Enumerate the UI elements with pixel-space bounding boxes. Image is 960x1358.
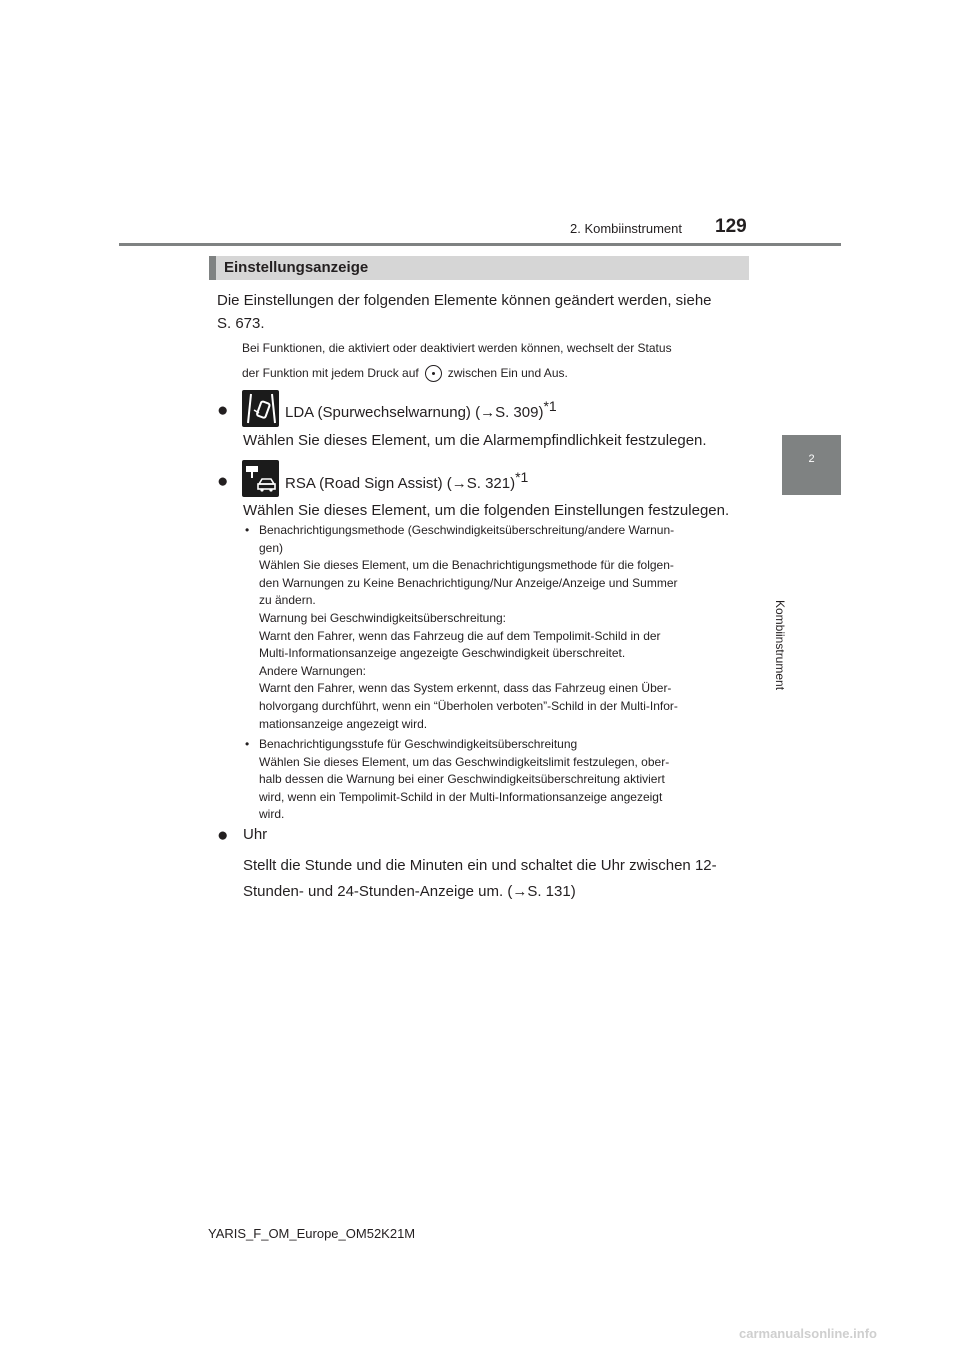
chapter-side-tab-number: 2 <box>808 453 815 465</box>
detail-line: Warnt den Fahrer, wenn das Fahrzeug die auf dem Tempolimit-Schild in der <box>259 628 661 643</box>
watermark: carmanualsonline.info <box>739 1326 877 1341</box>
detail-line: Andere Warnungen: <box>259 663 366 678</box>
list-bullet: ● <box>217 471 229 492</box>
description-line: Stunden- und 24-Stunden-Anzeige um. (→S. 131) <box>243 883 576 900</box>
list-bullet: ● <box>217 400 229 421</box>
footnote-marker: *1 <box>515 469 529 485</box>
clock-item-label: Uhr <box>243 826 268 843</box>
description-line: Stellt die Stunde und die Minuten ein und schaltet die Uhr zwischen 12- <box>243 857 717 874</box>
header-divider <box>119 243 841 246</box>
chapter-side-tab <box>782 435 841 495</box>
rsa-road-sign-icon <box>242 460 279 497</box>
lda-lane-departure-icon <box>242 390 279 427</box>
detail-line: wird. <box>259 807 285 822</box>
detail-line: zu ändern. <box>259 593 316 608</box>
clock-item-description <box>243 853 748 905</box>
detail-line: Benachrichtigungsmethode (Geschwindigkeitsüberschreitung/andere Warnun- <box>259 523 675 537</box>
detail-line: holvorgang durchführt, wenn ein “Überholen verboten”-Schild in der Multi-Infor- <box>259 698 678 713</box>
detail-line: den Warnungen zu Keine Benachrichtigung/Nur Anzeige/Anzeige und Summer <box>259 575 678 590</box>
detail-line: Benachrichtigungsstufe für Geschwindigkeitsüberschreitung <box>259 737 578 751</box>
detail-line: Wählen Sie dieses Element, um die Benachrichtigungsmethode für die folgen- <box>259 558 674 573</box>
rsa-item-label: RSA (Road Sign Assist) (→S. 321)$^{*1}$ <box>285 469 529 492</box>
detail-line: gen) <box>259 540 284 555</box>
detail-line: mationsanzeige angezeigt wird. <box>259 716 428 731</box>
detail-line: Multi-Informationsanzeige angezeigte Geschwindigkeit überschreitet. <box>259 646 626 661</box>
document-code: YARIS_F_OM_Europe_OM52K21M <box>208 1226 416 1241</box>
chapter-title: 2. Kombiinstrument <box>570 221 682 236</box>
lda-item-label: LDA (Spurwechselwarnung) (→S. 309)$^{*1}$ <box>285 398 557 421</box>
note-line: der Funktion mit jedem Druck auf zwischen Ein und Aus. <box>242 361 747 386</box>
rsa-detail-notification-method: • Benachrichtigungsmethode (Geschwindigkeitsüberschreitung/andere Warnun- gen) Wählen Sie dieses Element, um die Benachrichtigungsmethode für die folgen- den Warnungen zu Keine Benachrichtigung/Nur Anzeige/Anzeige und Summer zu ändern. Warnung bei Geschwindigkeitsüberschreitung: Warnt den Fahrer, wenn das Fahrzeug die auf dem Tempolimit-Schild in der Multi-Informationsanzeige angezeigte Geschwindigkeit überschreitet. Andere Warnungen: Warnt den Fahrer, wenn das System erkennt, dass das Fahrzeug einen Über- holvorgang durchführt, wenn ein “Überholen verboten”-Schild in der Multi-Infor- mationsanzeige angezeigt wird. <box>245 522 745 733</box>
rsa-item-description: Wählen Sie dieses Element, um die folgenden Einstellungen festzulegen. <box>243 502 730 519</box>
intro-line: S. 673. <box>217 315 265 332</box>
intro-paragraph <box>217 289 747 335</box>
lda-item-description: Wählen Sie dieses Element, um die Alarmempfindlichkeit festzulegen. <box>243 432 707 449</box>
detail-line: Wählen Sie dieses Element, um das Geschwindigkeitslimit festzulegen, ober- <box>259 754 670 769</box>
ok-button-icon <box>425 365 442 382</box>
detail-line: halb dessen die Warnung bei einer Geschwindigkeitsüberschreitung aktiviert <box>259 772 665 787</box>
page-number: 129 <box>715 216 747 237</box>
note-line: Bei Funktionen, die aktiviert oder deaktiviert werden können, wechselt der Status <box>242 341 672 355</box>
section-title: Einstellungsanzeige <box>224 259 369 276</box>
intro-note <box>242 336 747 386</box>
rsa-detail-speed-level: • Benachrichtigungsstufe für Geschwindigkeitsüberschreitung Wählen Sie dieses Element, um das Geschwindigkeitslimit festzulegen, ober- halb dessen die Warnung bei einer Geschwindigkeitsüberschreitung aktiviert wird, wenn ein Tempolimit-Schild in der Multi-Informationsanzeige angezeigt wird. <box>245 736 745 824</box>
detail-line: wird, wenn ein Tempolimit-Schild in der Multi-Informationsanzeige angezeigt <box>259 789 663 804</box>
footnote-marker: *1 <box>543 398 557 414</box>
detail-line: Warnt den Fahrer, wenn das System erkennt, dass das Fahrzeug einen Über- <box>259 681 672 696</box>
chapter-side-label: Kombiinstrument <box>773 600 787 691</box>
detail-line: Warnung bei Geschwindigkeitsüberschreitung: <box>259 610 507 625</box>
list-bullet: ● <box>217 825 229 846</box>
intro-line: Die Einstellungen der folgenden Elemente können geändert werden, siehe <box>217 292 712 309</box>
